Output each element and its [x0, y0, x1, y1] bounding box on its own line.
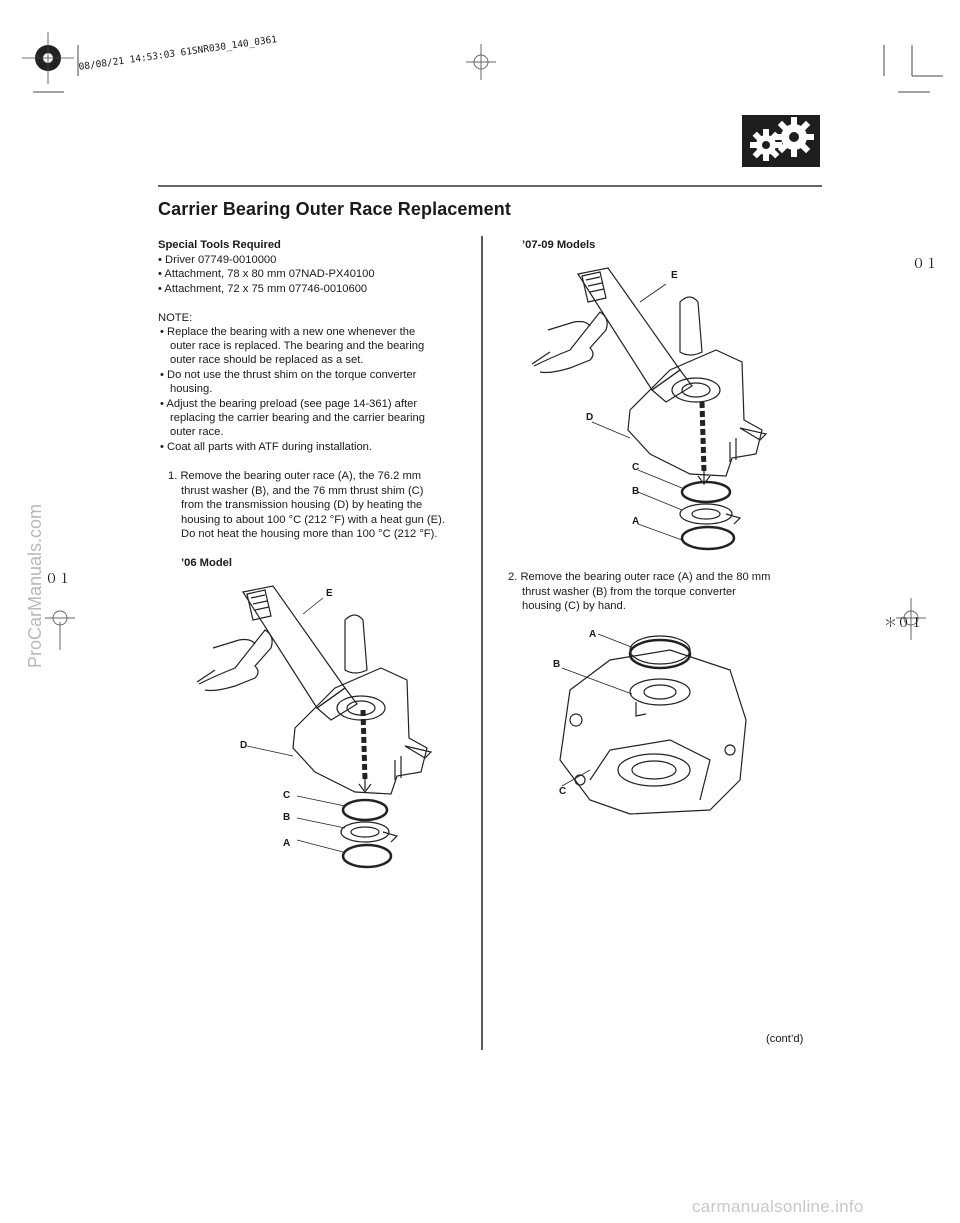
step-1-line: Do not heat the housing more than 100 °C (212 °F).	[181, 528, 438, 540]
callout-b: B	[283, 812, 291, 823]
margin-mark: ＊０１	[884, 616, 924, 631]
step-1-line: from the transmission housing (D) by heating the	[181, 499, 423, 511]
note-line: replacing the carrier bearing and the carrier bearing	[170, 412, 425, 424]
illustration-06-model	[195, 580, 445, 880]
note-line: • Do not use the thrust shim on the torque converter	[160, 369, 417, 381]
callout-c: C	[632, 462, 640, 473]
note-label: NOTE:	[158, 312, 193, 324]
step-1-line: housing to about 100 °C (212 °F) with a heat gun (E).	[181, 514, 445, 526]
print-stamp: 08/08/21 14:53:03 61SNR030_140_0361	[78, 34, 278, 73]
margin-mark: ０１	[912, 257, 939, 272]
tools-heading: Special Tools Required	[158, 239, 281, 251]
illustration-step-2	[550, 630, 750, 830]
callout-c: C	[283, 790, 291, 801]
continued-label: (cont’d)	[766, 1033, 804, 1045]
note-line: • Adjust the bearing preload (see page 14-361) after	[160, 398, 418, 410]
tool-item: • Attachment, 78 x 80 mm 07NAD-PX40100	[158, 268, 375, 280]
callout-d: D	[586, 412, 594, 423]
note-line: outer race should be replaced as a set.	[170, 354, 364, 366]
model-07-09-heading: ’07-09 Models	[522, 239, 596, 251]
callout-b: B	[632, 486, 640, 497]
note-line: housing.	[170, 383, 213, 395]
tool-item: • Driver 07749-0010000	[158, 254, 277, 266]
model-06-heading: ’06 Model	[181, 557, 232, 569]
step-2-line: thrust washer (B) from the torque converter	[522, 586, 736, 598]
callout-a: A	[589, 629, 597, 640]
step-1-line: thrust washer (B), and the 76 mm thrust shim (C)	[181, 485, 424, 497]
callout-c: C	[559, 786, 567, 797]
illustration-07-09-models	[530, 262, 780, 562]
margin-mark: ０１	[45, 572, 72, 587]
note-line: • Replace the bearing with a new one whenever the	[160, 326, 416, 338]
tool-item: • Attachment, 72 x 75 mm 07746-0010600	[158, 283, 368, 295]
side-watermark: ProCarManuals.com	[25, 503, 45, 668]
page-title: Carrier Bearing Outer Race Replacement	[158, 199, 511, 219]
callout-b: B	[553, 659, 561, 670]
callout-d: D	[240, 740, 248, 751]
note-line: outer race.	[170, 426, 224, 438]
callout-e: E	[671, 270, 678, 281]
step-1-line: 1. Remove the bearing outer race (A), the 76.2 mm	[168, 470, 422, 482]
note-line: • Coat all parts with ATF during installation.	[160, 441, 373, 453]
step-2-line: 2. Remove the bearing outer race (A) and the 80 mm	[508, 571, 771, 583]
callout-a: A	[283, 838, 291, 849]
gears-icon	[742, 115, 820, 167]
note-line: outer race is replaced. The bearing and the bearing	[170, 340, 425, 352]
step-2-line: housing (C) by hand.	[522, 600, 626, 612]
callout-a: A	[632, 516, 640, 527]
footer-watermark: carmanualsonline.info	[692, 1197, 864, 1216]
callout-e: E	[326, 588, 333, 599]
